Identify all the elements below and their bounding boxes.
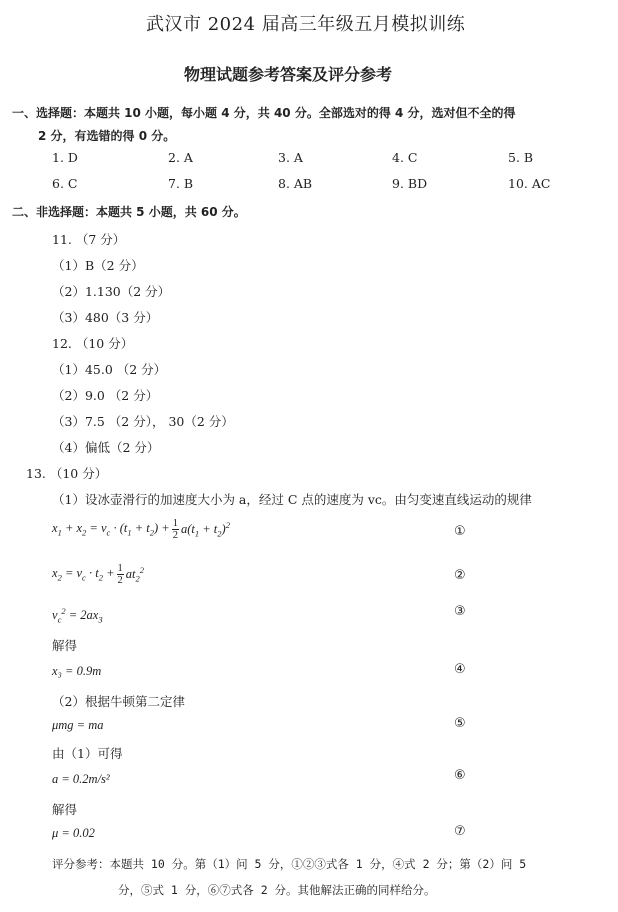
equation-marker: ③	[454, 604, 466, 619]
answer-line: （1）B（2 分）	[52, 258, 144, 273]
answer-item: 5. B	[508, 150, 534, 165]
equation-7: μ = 0.02	[52, 826, 95, 840]
page-title: 武汉市 2024 届高三年级五月模拟训练	[146, 14, 466, 35]
from-label: 由（1）可得	[52, 746, 123, 761]
q13-intro: （1）设冰壶滑行的加速度大小为 a，经过 C 点的速度为 vc。由匀变速直线运动的规律	[52, 492, 532, 507]
question-label: 13. （10 分）	[26, 466, 108, 481]
answer-line: （3）7.5 （2 分）， 30（2 分）	[52, 414, 234, 429]
equation-4: x₃ = 0.9m	[52, 664, 102, 678]
equation-marker: ⑥	[454, 768, 466, 783]
question-label: 11. （7 分）	[52, 232, 126, 247]
answer-item: 4. C	[392, 150, 418, 165]
answer-item: 6. C	[52, 176, 78, 191]
scoring-note-cont: 分，⑤式 1 分，⑥⑦式各 2 分。其他解法正确的同样给分。	[118, 883, 436, 897]
equation-marker: ④	[454, 662, 466, 677]
equation-1: $x_1 + x_2 = v_c \cdot (t_1 + t_2)$ + $\frac{1}{2}$ $a(t_1 + t_2)^2$	[52, 518, 230, 541]
equation-6: a = 0.2m/s²	[52, 772, 110, 786]
section1-heading-cont: 2 分，有选错的得 0 分。	[38, 129, 176, 143]
solve-label: 解得	[52, 638, 78, 653]
part-label: （2）根据牛顿第二定律	[52, 694, 185, 709]
page-subtitle: 物理试题参考答案及评分参考	[184, 65, 393, 84]
question-label: 12. （10 分）	[52, 336, 134, 351]
section2-heading: 二、非选择题：本题共 5 小题，共 60 分。	[12, 205, 246, 219]
equation-marker: ⑤	[454, 716, 466, 731]
answer-item: 3. A	[278, 150, 303, 165]
answer-item: 1. D	[52, 150, 78, 165]
scoring-note: 评分参考：本题共 10 分。第（1）问 5 分，①②③式各 1 分，④式 2 分；第（2）问 5	[52, 857, 527, 871]
answer-line: （2）9.0 （2 分）	[52, 388, 159, 403]
answer-line: （3）480（3 分）	[52, 310, 159, 325]
equation-marker: ⑦	[454, 824, 466, 839]
solve-label: 解得	[52, 802, 78, 817]
answer-item: 9. BD	[392, 176, 428, 191]
equation-5: μmg = ma	[52, 718, 104, 732]
answer-item: 2. A	[168, 150, 193, 165]
equation-2: $x_2 = v_c \cdot t_2$ + $\frac{1}{2}$ $at_2^2$	[52, 563, 144, 586]
answer-line: （4）偏低（2 分）	[52, 440, 160, 455]
equation-marker: ②	[454, 568, 466, 583]
answer-line: （2）1.130（2 分）	[52, 284, 171, 299]
answer-item: 7. B	[168, 176, 194, 191]
answer-item: 8. AB	[278, 176, 313, 191]
equation-3: $v_c^2 = 2ax_3$	[52, 606, 103, 625]
equation-marker: ①	[454, 524, 466, 539]
section1-heading: 一、选择题：本题共 10 小题，每小题 4 分，共 40 分。全部选对的得 4 分，选对但不全的得	[12, 106, 516, 120]
answer-line: （1）45.0 （2 分）	[52, 362, 167, 377]
answer-item: 10. AC	[508, 176, 551, 191]
